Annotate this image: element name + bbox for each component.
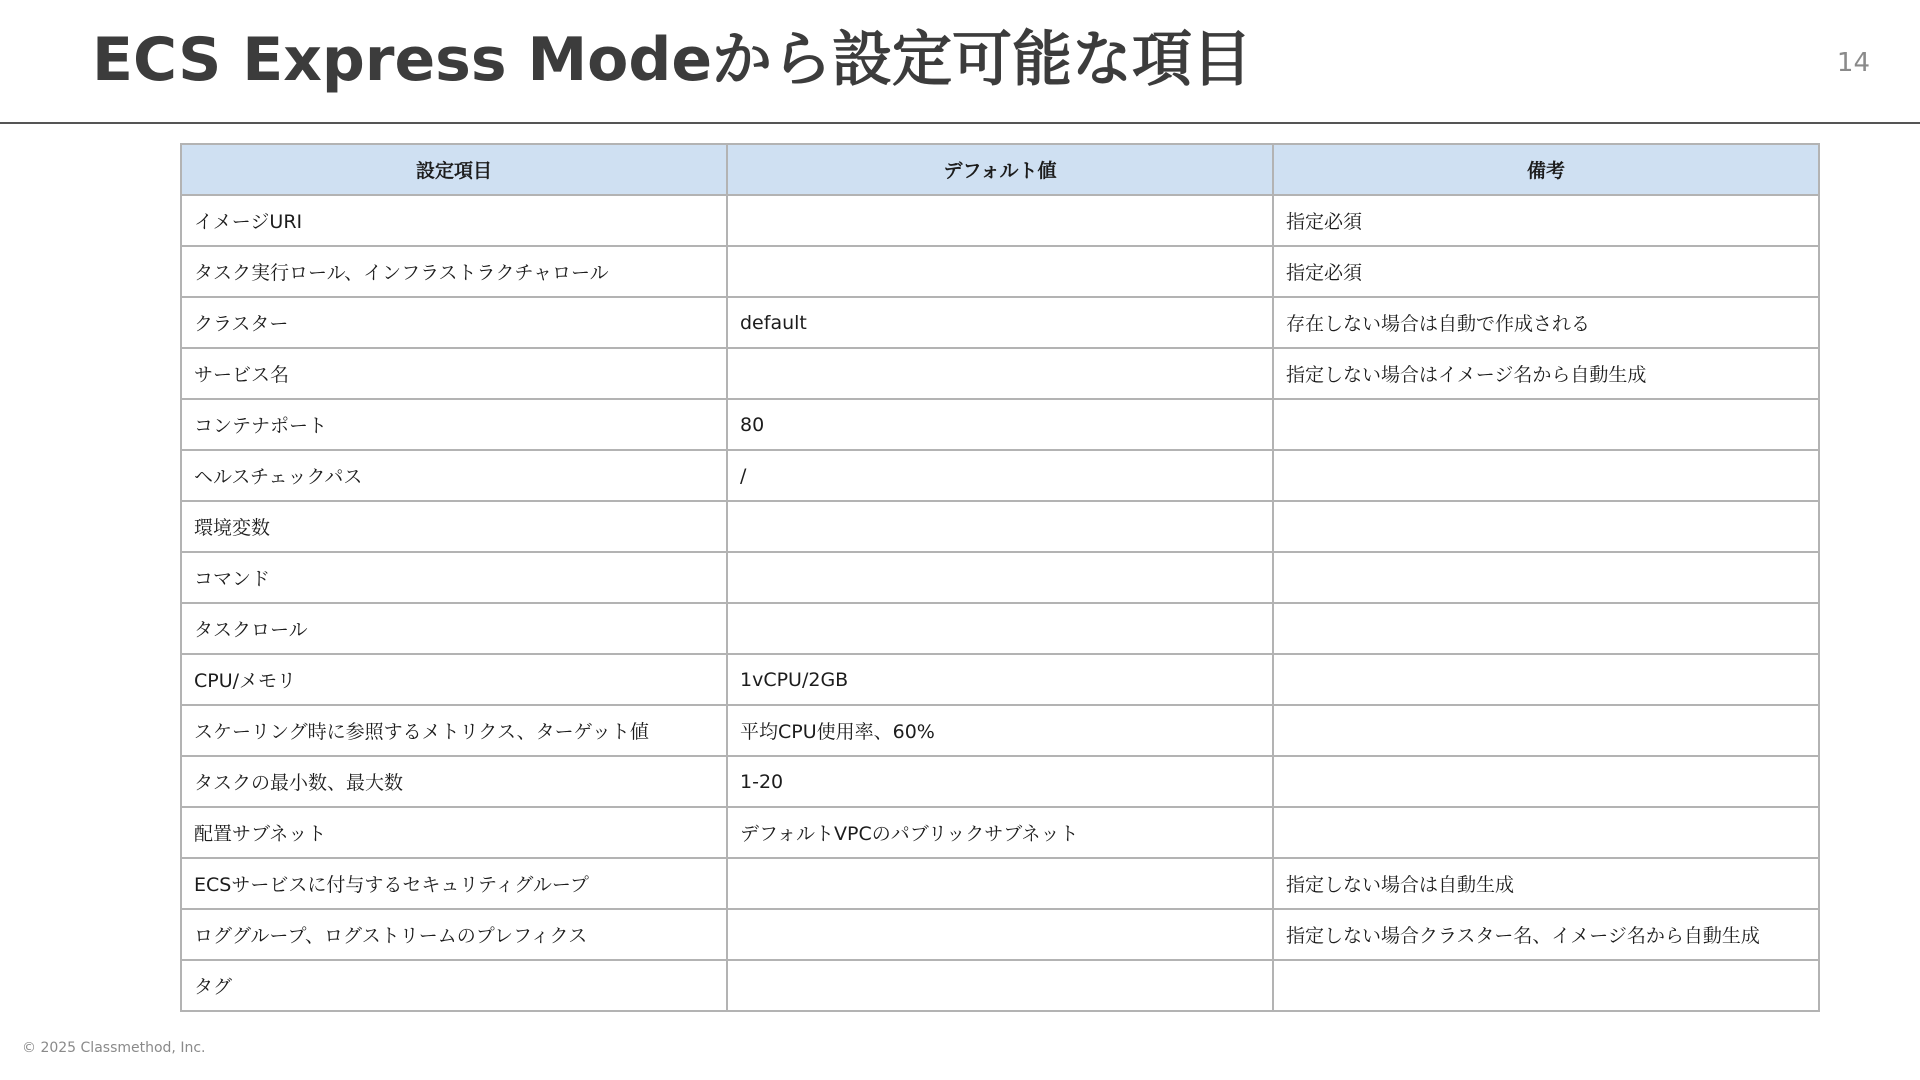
table-row (181, 195, 1819, 246)
settings-table (180, 143, 1820, 1012)
table-row (181, 960, 1819, 1011)
default-cell: default (727, 297, 1273, 348)
default-cell (727, 960, 1273, 1011)
setting-cell: 環境変数 (181, 501, 727, 552)
slide-title: ECS Express Modeから設定可能な項目 (92, 25, 1253, 95)
default-cell: 平均CPU使用率、60% (727, 705, 1273, 756)
column-header-default: デフォルト値 (727, 144, 1273, 195)
table-row (181, 348, 1819, 399)
setting-cell: クラスター (181, 297, 727, 348)
setting-cell: コマンド (181, 552, 727, 603)
notes-cell: 指定しない場合クラスター名、イメージ名から自動生成 (1273, 909, 1819, 960)
default-cell (727, 195, 1273, 246)
notes-cell (1273, 705, 1819, 756)
table-row (181, 705, 1819, 756)
column-header-setting: 設定項目 (181, 144, 727, 195)
default-cell (727, 246, 1273, 297)
default-cell: デフォルトVPCのパブリックサブネット (727, 807, 1273, 858)
table-row (181, 297, 1819, 348)
copyright-notice: © 2025 Classmethod, Inc. (22, 1040, 206, 1056)
notes-cell: 指定しない場合はイメージ名から自動生成 (1273, 348, 1819, 399)
setting-cell: ヘルスチェックパス (181, 450, 727, 501)
table-row (181, 552, 1819, 603)
table-header-row (181, 144, 1819, 195)
default-cell (727, 348, 1273, 399)
page-number: 14 (1836, 48, 1870, 78)
notes-cell: 存在しない場合は自動で作成される (1273, 297, 1819, 348)
default-cell (727, 603, 1273, 654)
setting-cell: タグ (181, 960, 727, 1011)
setting-cell: タスク実行ロール、インフラストラクチャロール (181, 246, 727, 297)
notes-cell (1273, 654, 1819, 705)
notes-cell (1273, 807, 1819, 858)
notes-cell: 指定しない場合は自動生成 (1273, 858, 1819, 909)
setting-cell: イメージURI (181, 195, 727, 246)
notes-cell: 指定必須 (1273, 246, 1819, 297)
table-row (181, 450, 1819, 501)
default-cell: / (727, 450, 1273, 501)
notes-cell (1273, 756, 1819, 807)
setting-cell: タスクロール (181, 603, 727, 654)
notes-cell (1273, 450, 1819, 501)
default-cell (727, 552, 1273, 603)
setting-cell: ECSサービスに付与するセキュリティグループ (181, 858, 727, 909)
default-cell: 80 (727, 399, 1273, 450)
setting-cell: コンテナポート (181, 399, 727, 450)
default-cell: 1-20 (727, 756, 1273, 807)
default-cell (727, 501, 1273, 552)
setting-cell: CPU/メモリ (181, 654, 727, 705)
table-row (181, 756, 1819, 807)
setting-cell: 配置サブネット (181, 807, 727, 858)
setting-cell: ロググループ、ログストリームのプレフィクス (181, 909, 727, 960)
table-row (181, 399, 1819, 450)
notes-cell (1273, 399, 1819, 450)
table-row (181, 909, 1819, 960)
notes-cell (1273, 552, 1819, 603)
title-divider (0, 122, 1920, 124)
setting-cell: スケーリング時に参照するメトリクス、ターゲット値 (181, 705, 727, 756)
table-row (181, 858, 1819, 909)
notes-cell (1273, 603, 1819, 654)
table-row (181, 246, 1819, 297)
default-cell (727, 909, 1273, 960)
setting-cell: タスクの最小数、最大数 (181, 756, 727, 807)
table-row (181, 807, 1819, 858)
table-row (181, 501, 1819, 552)
notes-cell (1273, 501, 1819, 552)
notes-cell (1273, 960, 1819, 1011)
setting-cell: サービス名 (181, 348, 727, 399)
column-header-notes: 備考 (1273, 144, 1819, 195)
default-cell (727, 858, 1273, 909)
table-row (181, 654, 1819, 705)
default-cell: 1vCPU/2GB (727, 654, 1273, 705)
table-row (181, 603, 1819, 654)
notes-cell: 指定必須 (1273, 195, 1819, 246)
